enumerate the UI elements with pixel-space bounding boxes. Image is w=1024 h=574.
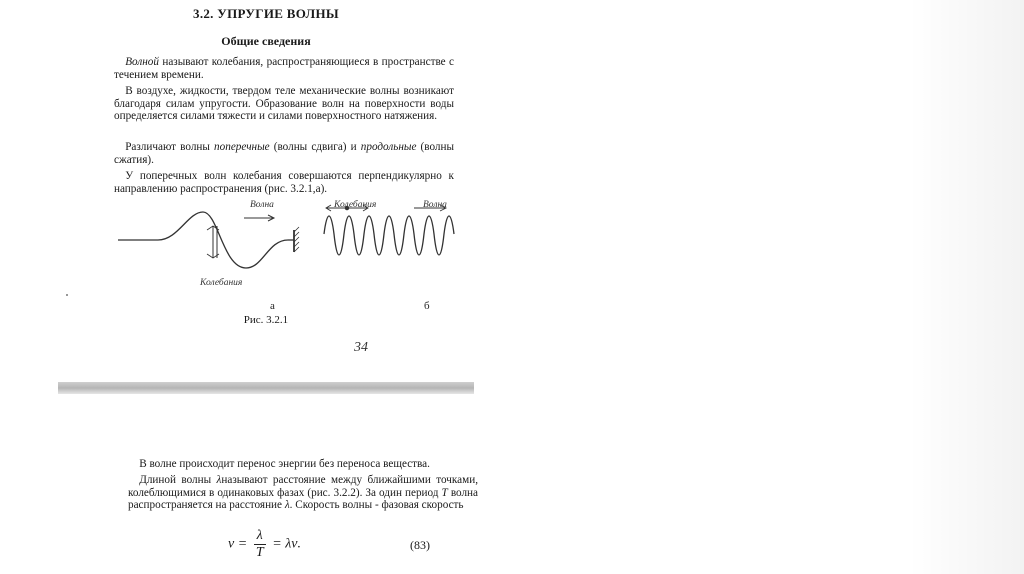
label-oscillation-b: Колебания: [334, 200, 377, 210]
term-transverse: поперечные: [214, 141, 270, 153]
scanned-page-top: [58, 0, 474, 382]
paragraph-energy-transfer: [128, 458, 468, 471]
paragraph-text: У поперечных волн колебания совершаются перпендикулярно к направлению распространения (рис. 3.2.1,а).: [114, 170, 454, 195]
symbol-lambda: λ: [284, 499, 290, 512]
term-wave: Волной: [125, 56, 159, 68]
paragraph-text: В воздухе, жидкости, твердом теле механические волны возникают благодаря силам упругости. Образование волн на поверхности воды определяется силами тяжести и силами поверхностного натяжения.: [114, 85, 454, 123]
wave-diagram: [118, 196, 458, 306]
figure-3-2-1: [118, 196, 458, 316]
label-oscillation-a: Колебания: [200, 278, 243, 288]
scanned-page-bottom: [58, 394, 479, 574]
formula-fraction: [254, 528, 266, 561]
section-subtitle: Общие сведения: [221, 34, 311, 48]
background-shadow: [640, 0, 1024, 574]
scan-speck: [66, 294, 68, 296]
paragraph-text: называют колебания, распространяющиеся в пространстве с течением времени.: [114, 56, 454, 81]
label-wave-a: Волна: [250, 200, 274, 210]
paragraph-text: называют расстояние между ближайшими точками, колеблющимися в одинаковых фазах (рис. 3.2.2). За один период: [128, 474, 478, 499]
paragraph-wave-types: [114, 141, 454, 166]
paragraph-text: (волны сдвига) и: [269, 141, 361, 153]
paragraph-wavelength: [128, 474, 478, 512]
paragraph-text: Различают волны: [125, 141, 215, 153]
page-number: 34: [354, 340, 368, 355]
term-longitudinal: продольные: [360, 141, 417, 153]
label-wave-b: Волна: [423, 200, 447, 210]
paragraph-transverse-waves: [114, 170, 454, 195]
page-divider: [58, 382, 474, 394]
paragraph-mechanical-waves: [114, 85, 454, 123]
paragraph-text: Длиной волны: [139, 474, 217, 486]
formula-rhs: = λν.: [272, 536, 301, 552]
longitudinal-wave-figure: [324, 205, 454, 255]
formula-lhs: v =: [228, 536, 248, 552]
formula-denominator: T: [255, 545, 264, 560]
equation-number: (83): [410, 538, 430, 552]
section-title: 3.2. УПРУГИЕ ВОЛНЫ: [193, 6, 339, 21]
paragraph-text: . Скорость волны - фазовая скорость: [289, 499, 464, 512]
figure-caption: Рис. 3.2.1: [243, 314, 289, 326]
symbol-lambda: λ: [216, 474, 222, 486]
subfigure-label-b: б: [424, 300, 430, 312]
phase-velocity-formula: [228, 528, 301, 561]
formula-numerator: λ: [254, 528, 266, 545]
transverse-wave-figure: [118, 212, 299, 268]
symbol-period: T: [441, 486, 448, 499]
paragraph-wave-definition: [114, 56, 454, 81]
paragraph-text: (волны сжатия).: [114, 141, 454, 166]
paragraph-text: В волне происходит перенос энергии без переноса вещества.: [139, 458, 430, 470]
subfigure-label-a: а: [270, 300, 275, 312]
paragraph-text: волна распространяется на расстояние: [128, 486, 479, 512]
